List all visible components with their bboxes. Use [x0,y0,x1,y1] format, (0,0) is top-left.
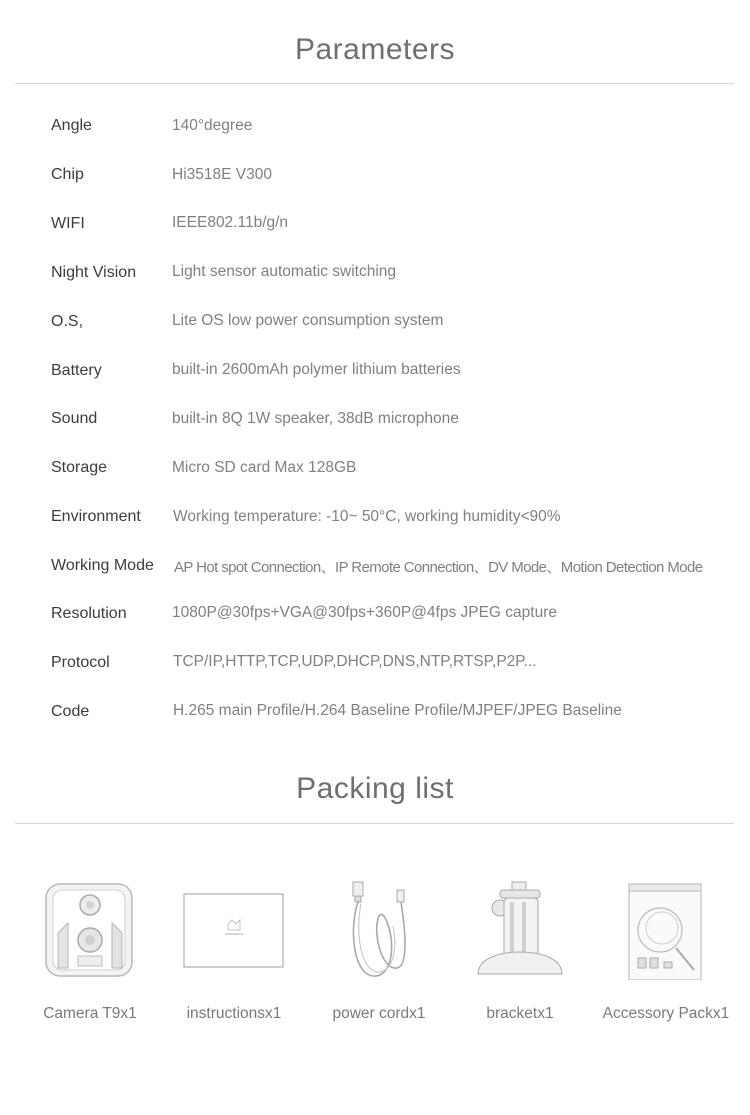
param-label: Environment [51,508,141,525]
param-value: Working temperature: -10~ 50°C, working humidity<90% [173,508,561,525]
param-row-resolution [0,604,750,634]
param-label: Night Vision [51,264,137,281]
param-label: Resolution [51,605,127,622]
param-label: O.S, [51,313,84,330]
pack-label-power-cord: power cordx1 [332,1005,426,1022]
param-label: Working Mode [51,557,154,574]
param-row-storage [0,459,750,489]
param-row-working-mode [0,556,750,586]
param-value: H.265 main Profile/H.264 Baseline Profile/MJPEF/JPEG Baseline [173,702,622,719]
parameters-title: Parameters [294,33,456,66]
param-label: Battery [51,362,102,379]
pack-item-instructions [164,878,304,980]
param-label: WIFI [51,215,85,232]
param-row-protocol [0,653,750,683]
pack-label-bracket: bracketx1 [486,1005,554,1022]
param-value: built-in 8Q 1W speaker, 38dB microphone [172,410,459,427]
param-row-chip [0,166,750,196]
param-row-os [0,312,750,342]
param-value: built-in 2600mAh polymer lithium batteries [172,361,461,378]
param-value: 140°degree [172,117,253,134]
param-row-environment [0,508,750,538]
pack-item-camera [20,878,160,980]
param-row-wifi [0,214,750,244]
accessory-bag-icon [624,878,708,980]
param-value: 1080P@30fps+VGA@30fps+360P@4fps JPEG capture [172,604,557,621]
pack-item-bracket [450,878,590,980]
param-value: Light sensor automatic switching [172,263,397,280]
param-value: Hi3518E V300 [172,166,272,183]
parameters-divider [15,83,734,84]
bracket-icon [470,878,570,980]
param-row-battery [0,361,750,391]
param-value: Lite OS low power consumption system [172,312,444,329]
param-row-angle [0,117,750,147]
param-row-night-vision [0,263,750,293]
packing-list-divider [15,823,734,824]
manual-icon [182,878,286,980]
param-row-sound [0,410,750,440]
param-label: Chip [51,166,84,183]
param-label: Angle [51,117,92,134]
usb-cable-icon [339,878,419,980]
pack-label-instructions: instructionsx1 [186,1005,282,1022]
param-value: AP Hot spot Connection、IP Remote Connection、DV Mode、Motion Detection Mode [174,559,703,576]
pack-item-power-cord [309,878,449,980]
pack-label-camera: Camera T9x1 [43,1005,137,1022]
param-label: Storage [51,459,108,476]
param-label: Code [51,703,90,720]
packing-list-title: Packing list [296,772,454,805]
param-label: Protocol [51,654,110,671]
param-value: Micro SD card Max 128GB [172,459,357,476]
param-label: Sound [51,410,98,427]
param-row-code [0,702,750,732]
param-value: TCP/IP,HTTP,TCP,UDP,DHCP,DNS,NTP,RTSP,P2P... [173,653,537,670]
pack-item-accessory-pack [596,878,736,980]
param-value: IEEE802.11b/g/n [172,214,289,231]
pack-label-accessory-pack: Accessory Packx1 [602,1005,730,1022]
camera-icon [40,878,140,980]
